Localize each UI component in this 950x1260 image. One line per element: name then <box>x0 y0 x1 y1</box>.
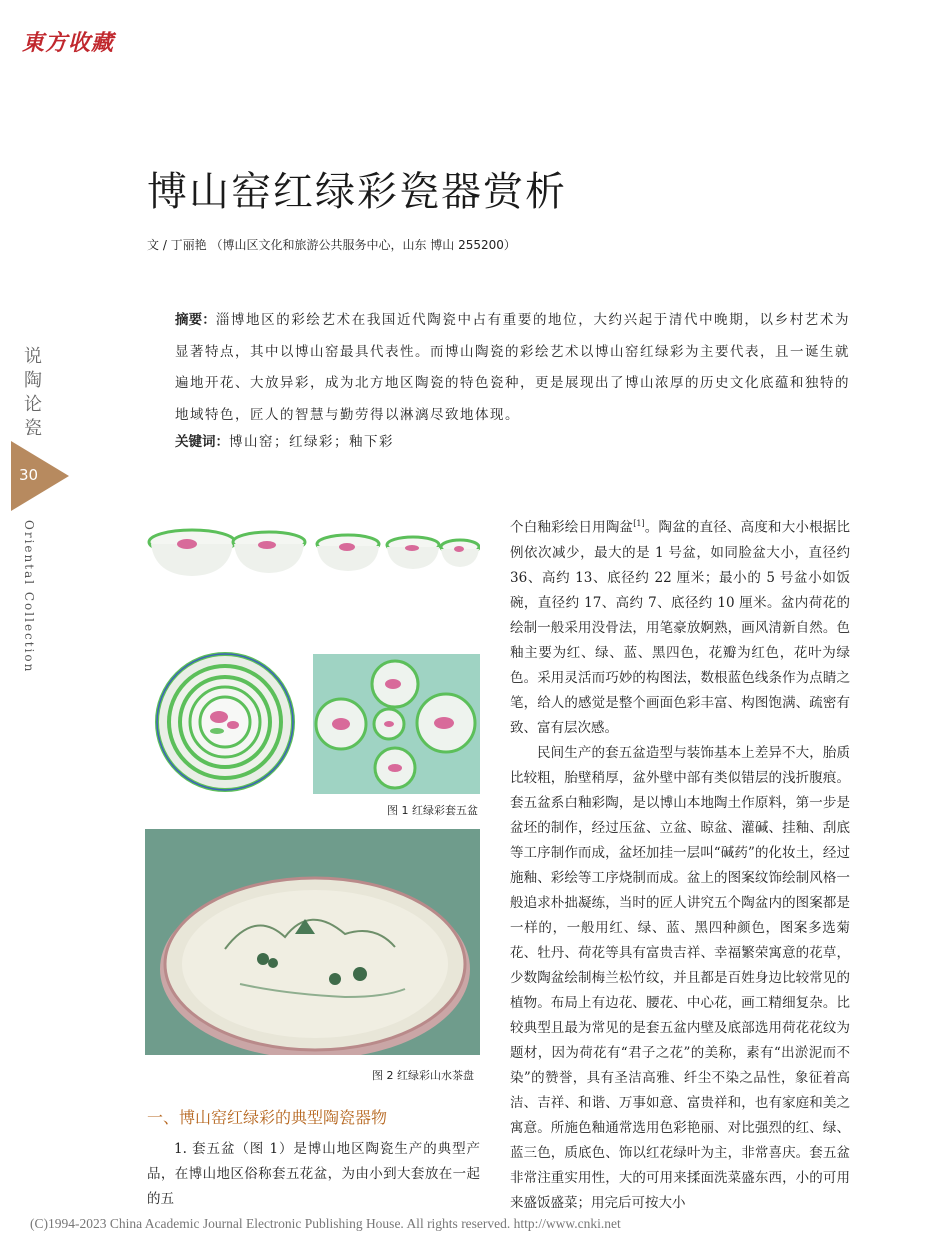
journal-logo: 東方收藏 <box>22 30 115 56</box>
keywords <box>175 430 394 450</box>
figure1-nested-basins <box>147 651 304 794</box>
page-number: 30 <box>19 466 39 484</box>
citation-ref: [1] <box>633 519 645 528</box>
para1-part-a: 个白釉彩绘日用陶盆 <box>510 519 634 536</box>
keywords-label: 关键词： <box>175 434 229 450</box>
right-paragraph-1 <box>510 511 850 741</box>
abstract-label: 摘要： <box>175 312 216 328</box>
right-column <box>510 511 850 1216</box>
journal-name-en: Oriental Collection <box>22 520 36 674</box>
right-paragraph-2: 民间生产的套五盆造型与装饰基本上差异不大，胎质比较粗，胎壁稍厚，盆外壁中部有类似错层的浅折腹痕。套五盆系白釉彩陶，是以博山本地陶土作原料，第一步是盆坯的制作，经过压盆、立盆、晾盆、灌碱、挂釉、刮底等工序制作而成，盆坯加挂一层叫“碱药”的化妆土，经过施釉、彩绘等工序烧制而成。盆上的图案纹饰绘制风格一般追求朴拙凝练，当时的匠人讲究五个陶盆内的图案都是一样的，一般用红、绿、蓝、黑四种颜色，图案多选菊花、牡丹、荷花等具有富贵吉祥、幸福繁荣寓意的花草，少数陶盆绘制梅兰松竹纹，并且都是百姓身边比较常见的植物。布局上有边花、腰花、中心花，画工精细复杂。比较典型且最为常见的是套五盆内壁及底部选用荷花花纹为题材，因为荷花有“君子之花”的美称，素有“出淤泥而不染”的赞誉，具有圣洁高雅、纤尘不染之品性，象征着高洁、吉祥、和谐、万事如意、富贵祥和，也有家庭和美之寓意。所施色釉通常选用色彩艳丽、对比强烈的红、绿、蓝三色，质底色、饰以红花绿叶为主，非常喜庆。套五盆非常注重实用性，大的可用来揉面洗菜盛东西，小的可用来盛饭盛菜；用完后可按大小 <box>510 744 850 1211</box>
byline: 文 / 丁丽艳 （博山区文化和旅游公共服务中心，山东 博山 255200） <box>147 238 516 252</box>
section-heading: 一、博山窑红绿彩的典型陶瓷器物 <box>147 1108 388 1127</box>
figure1-five-basins <box>313 654 480 794</box>
left-paragraph: 1. 套五盆（图 1）是博山地区陶瓷生产的典型产品，在博山地区俗称套五花盆，为由小到大套放在一起的五 <box>147 1141 480 1207</box>
abstract <box>147 305 850 431</box>
para1-part-b: 。陶盆的直径、高度和大小根据比例依次减少，最大的是 1 号盆，如同脸盆大小，直径约 36、高约 13、底径约 22 厘米；最小的 5 号盆小如饭碗，直径约 17、高约 7、底径约 10 厘米。盆内荷花的绘制一般采用没骨法，用笔豪放婀熟，画风清新自然。色釉主要为红、绿、蓝、黑四色，花瓣为红色，花叶为绿色。采用灵活而巧妙的构图法，数根蓝色线条作为点睛之笔，给人的感觉是整个画面色彩丰富、构图饱满、疏密有致、富有层次感。 <box>510 519 851 736</box>
figure2-caption: 图 2 红绿彩山水茶盘 <box>372 1069 474 1082</box>
keywords-text: 博山窑；红绿彩；釉下彩 <box>229 434 394 450</box>
figure1-basins-row <box>147 520 480 582</box>
figure1-caption: 图 1 红绿彩套五盆 <box>387 804 478 817</box>
abstract-text: 淄博地区的彩绘艺术在我国近代陶瓷中占有重要的地位，大约兴起于清代中晚期，以乡村艺术为显著特点，其中以博山窑最具代表性。而博山陶瓷的彩绘艺术以博山窑红绿彩为主要代表，且一诞生就遍地开花、大放异彩，成为北方地区陶瓷的特色瓷种，更是展现出了博山浓厚的历史文化底蕴和独特的地域特色，匠人的智慧与勤劳得以淋漓尽致地体现。 <box>175 312 851 423</box>
article-title: 博山窑红绿彩瓷器赏析 <box>147 169 567 215</box>
column-name: 说陶论瓷 <box>24 346 42 439</box>
figure2-tea-tray <box>145 829 480 1055</box>
copyright-footer: (C)1994-2023 China Academic Journal Electronic Publishing House. All rights reserved. http://www.cnki.net <box>30 1216 621 1231</box>
